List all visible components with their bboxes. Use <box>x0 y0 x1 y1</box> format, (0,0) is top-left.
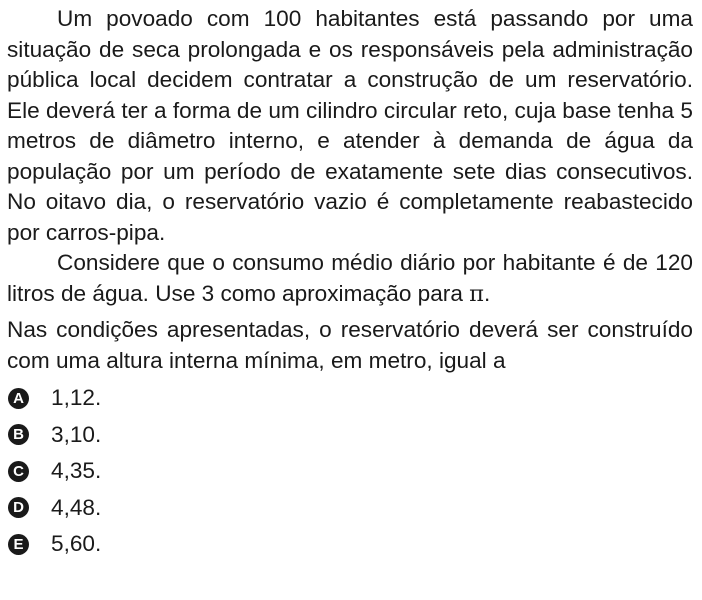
question-stem: Nas condições apresentadas, o reservatório deverá ser construído com uma altura interna mínima, em metro, igual a <box>7 317 693 373</box>
option-c[interactable] <box>7 453 693 490</box>
question-paragraph-1: Um povoado com 100 habitantes está passando por uma situação de seca prolongada e os responsáveis pela administração pública local decidem contratar a construção de um reservatório. Ele deverá ter a forma de um cilindro circular reto, cuja base tenha 5 metros de diâmetro interno, e atender à demanda de água da população por um período de exatamente sete dias consecutivos. No oitavo dia, o reservatório vazio é completamente reabastecido por carros-pipa. <box>7 6 693 245</box>
option-d-text: 4,48. <box>51 494 102 520</box>
option-e-text: 5,60. <box>51 531 102 556</box>
option-a-text: 1,12. <box>51 385 102 410</box>
question-paragraph-2 <box>7 248 693 309</box>
question-block <box>7 4 693 563</box>
option-b-text: 3,10. <box>51 421 102 447</box>
option-a[interactable] <box>7 380 693 417</box>
paragraph-2-end: . <box>484 280 491 306</box>
paragraph-2-text: Considere que o consumo médio diário por habitante é de 120 litros de água. Use 3 como aproximação para <box>7 250 693 306</box>
option-c-text: 4,35. <box>51 458 102 483</box>
option-d-letter-badge: D <box>8 497 29 518</box>
option-a-letter-badge: A <box>8 388 29 409</box>
answer-options <box>7 380 693 563</box>
option-e[interactable] <box>7 526 693 563</box>
option-b[interactable] <box>7 417 693 454</box>
pi-symbol: π <box>469 280 485 307</box>
option-d[interactable] <box>7 490 693 527</box>
option-c-letter-badge: C <box>8 461 29 482</box>
option-e-letter-badge: E <box>8 534 29 555</box>
option-b-letter-badge: B <box>8 424 29 445</box>
